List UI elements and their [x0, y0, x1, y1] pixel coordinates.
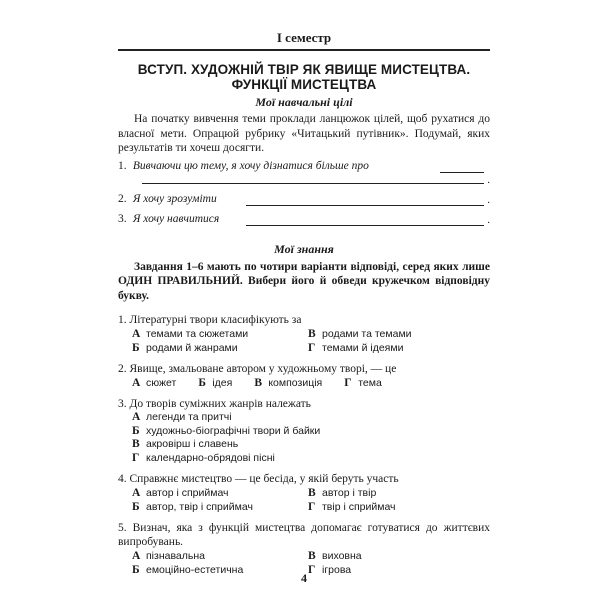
header-rule	[118, 49, 490, 51]
question-text	[118, 362, 490, 376]
goal-answer-line[interactable]	[246, 225, 484, 226]
question-prompt: До творів суміжних жанрів належать	[129, 398, 311, 410]
question-5	[118, 521, 490, 577]
question-number: 5.	[118, 522, 127, 534]
answer-option-h[interactable]: Г твір і сприймач	[308, 501, 396, 513]
answer-option-a[interactable]: А легенди та притчі	[132, 411, 232, 423]
question-text	[118, 313, 490, 327]
question-number: 3.	[118, 398, 127, 410]
goal-text: Я хочу зрозуміти	[132, 192, 217, 205]
goals-heading: Мої навчальні цілі	[255, 95, 353, 109]
question-4	[118, 472, 490, 514]
answer-option-v[interactable]: В автор і твір	[308, 487, 377, 499]
line-end-dot: .	[487, 193, 490, 206]
goal-answer-line-2[interactable]	[142, 183, 484, 184]
question-1	[118, 313, 490, 355]
question-prompt: Справжнє мистецтво — це бесіда, у якій беруть участь	[129, 473, 399, 485]
answer-option-a[interactable]: А темами та сюжетами	[132, 328, 249, 340]
answer-option-h[interactable]: Г ігрова	[308, 564, 352, 576]
goal-item-3	[118, 212, 490, 232]
goals-list	[118, 159, 490, 232]
question-text	[118, 521, 490, 549]
goal-text: Я хочу навчитися	[132, 212, 220, 225]
goals-intro: На початку вивчення теми проклади ланцюжок цілей, щоб рухатися до власної мети. Опрацюй рубрику «Читацький путівник». Подумай, яких результатів ти хочеш досягти.	[118, 113, 490, 154]
answer-option-v[interactable]: В родами та темами	[308, 328, 412, 340]
answer-option-a[interactable]: А сюжет	[132, 377, 177, 389]
question-prompt: Літературні твори класифікують за	[129, 314, 302, 326]
goal-item-2	[118, 192, 490, 212]
title-line-2: ФУНКЦІЇ МИСТЕЦТВА	[231, 77, 377, 92]
answer-option-h[interactable]: Г календарно-обрядові пісні	[132, 451, 275, 464]
title-line-1: ВСТУП. ХУДОЖНІЙ ТВІР ЯК ЯВИЩЕ МИСТЕЦТВА.	[137, 62, 471, 77]
answer-option-h[interactable]: Г темами й ідеями	[308, 342, 404, 354]
goal-number: 3.	[118, 212, 127, 225]
question-prompt: Визнач, яка з функцій мистецтва допомагає готуватися до життєвих випробувань.	[118, 522, 490, 548]
question-text	[118, 397, 490, 411]
page-number: 4	[301, 571, 307, 585]
answer-option-b[interactable]: Б родами й жанрами	[132, 342, 238, 354]
question-number: 1.	[118, 314, 127, 326]
answer-option-b[interactable]: Б ідея	[198, 377, 233, 389]
goal-number: 1.	[118, 159, 127, 172]
line-end-dot: .	[487, 173, 490, 186]
answer-option-v[interactable]: В акровірш і славень	[132, 438, 239, 450]
answer-option-a[interactable]: А автор і сприймач	[132, 487, 229, 499]
goal-answer-line[interactable]	[440, 172, 484, 173]
answer-options	[132, 327, 490, 355]
line-end-dot: .	[487, 213, 490, 226]
page-title	[118, 62, 490, 92]
answer-option-b[interactable]: Б автор, твір і сприймач	[132, 501, 253, 513]
answer-option-a[interactable]: А пізнавальна	[132, 550, 206, 562]
question-number: 4.	[118, 473, 127, 485]
workbook-page	[118, 30, 490, 586]
answer-option-b[interactable]: Б художньо-біографічні твори й байки	[132, 424, 321, 437]
answer-option-h[interactable]: Г тема	[344, 377, 382, 389]
question-prompt: Явище, змальоване автором у художньому творі, — це	[129, 363, 397, 375]
answer-option-v[interactable]: В виховна	[308, 550, 362, 562]
goal-text: Вивчаючи цю тему, я хочу дізнатися більше про	[132, 159, 369, 172]
goal-number: 2.	[118, 192, 127, 205]
answer-options	[132, 486, 490, 514]
knowledge-heading: Мої знання	[274, 241, 334, 256]
answer-options	[132, 411, 490, 465]
goal-item-1	[118, 159, 490, 186]
semester-header: І семестр	[276, 30, 332, 45]
question-2	[118, 362, 490, 390]
task-instructions: Завдання 1–6 мають по чотири варіанти відповіді, серед яких лише ОДИН ПРАВИЛЬНИЙ. Вибери його й обведи кружечком відповідну букву.	[118, 260, 490, 302]
answer-option-b[interactable]: Б емоційно-естетична	[132, 564, 244, 576]
answer-option-v[interactable]: В композиція	[254, 377, 323, 389]
answer-options	[132, 376, 490, 390]
question-number: 2.	[118, 363, 127, 375]
goal-answer-line[interactable]	[246, 205, 484, 206]
question-text	[118, 472, 490, 486]
question-3	[118, 397, 490, 465]
